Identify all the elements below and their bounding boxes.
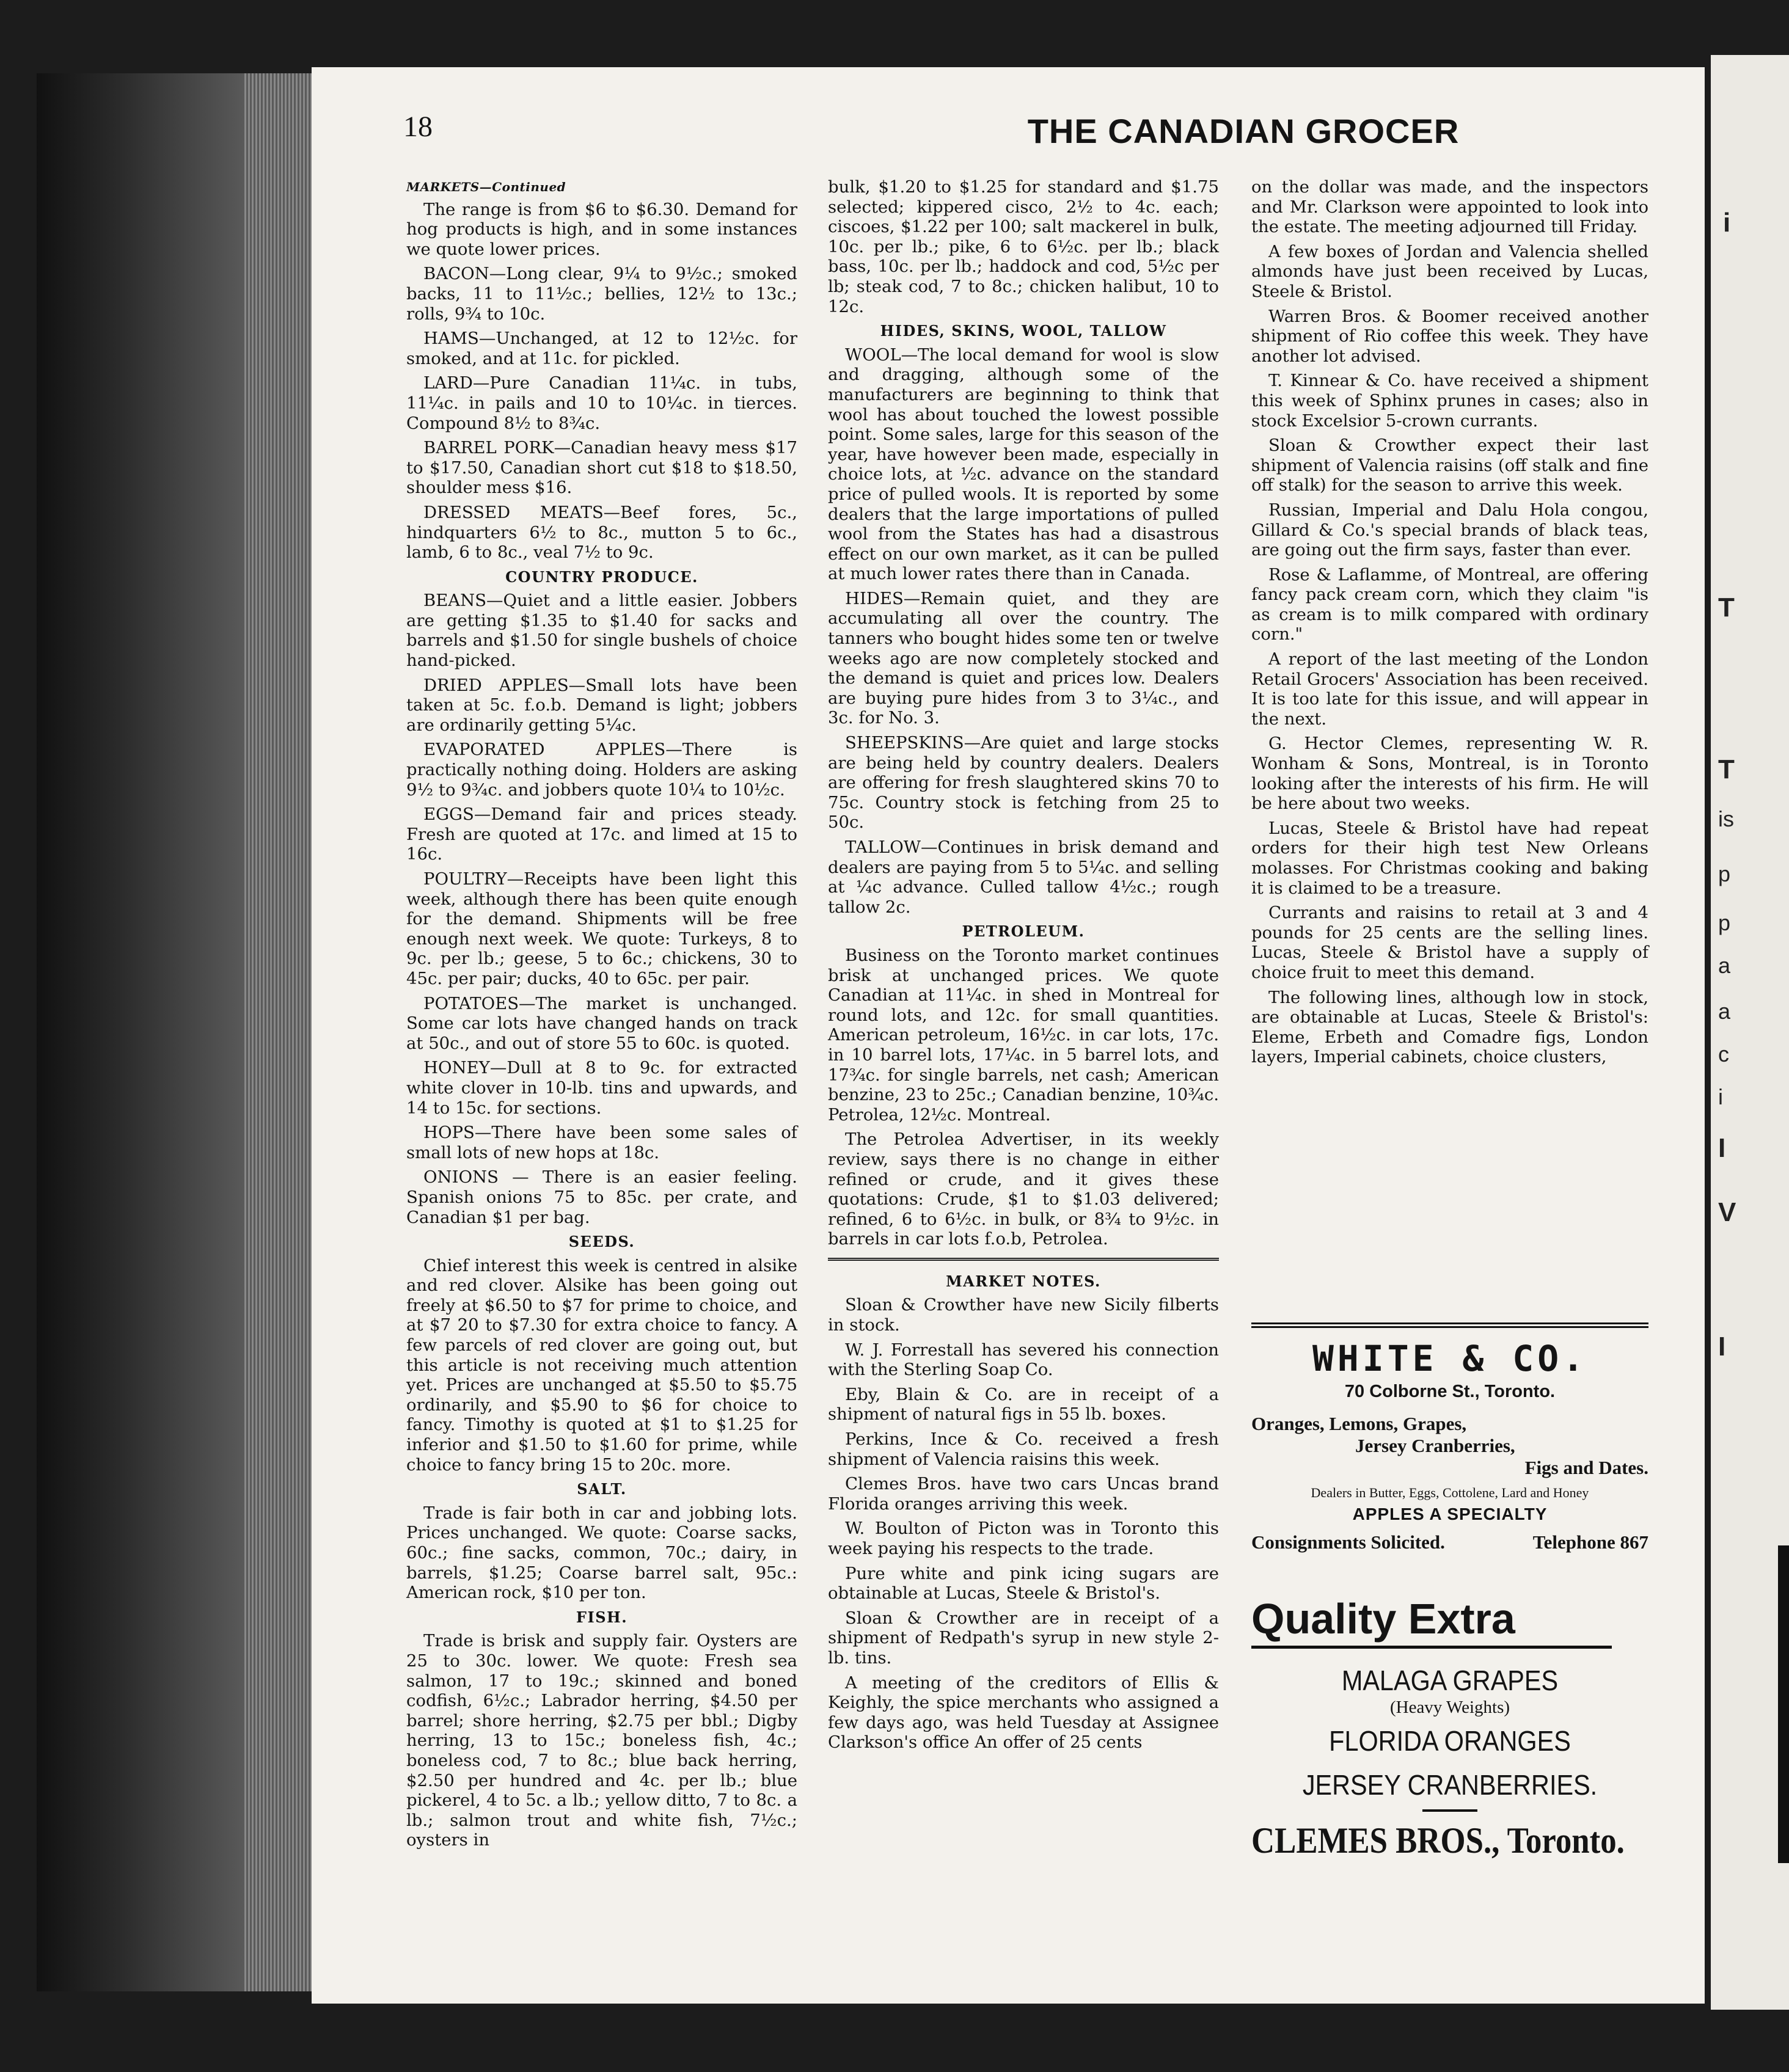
- article-paragraph: ONIONS — There is an easier feeling. Spanish onions 75 to 85c. per crate, and Canadian $1 per bag.: [406, 1167, 797, 1227]
- fragment-text: a: [1718, 999, 1731, 1024]
- market-note: Russian, Imperial and Dalu Hola congou, Gillard & Co.'s special brands of black teas, are going out the firm says, faster than ever.: [1251, 500, 1648, 560]
- section-heading: MARKET NOTES.: [946, 1272, 1101, 1290]
- article-paragraph: WOOL—The local demand for wool is slow and dragging, although some of the manufacturers are beginning to think that wool has about touched the lowest possible point. Some sales, large for this season of the year, have however been made, especially in choice lots, at ½c. advance on the standard price of pulled wools. It is reported by some dealers that the large importations of pulled wool from the States has had a disastrous effect on our own market, as it can be pulled at much lower rates there than in Canada.: [828, 345, 1219, 584]
- facing-page-fragment: [1711, 55, 1789, 2010]
- fragment-text: is: [1718, 806, 1734, 831]
- ad-company-name: WHITE & CO.: [1312, 1338, 1588, 1379]
- ad-product-line: MALAGA GRAPES: [1341, 1665, 1559, 1696]
- white-co-advertisement: [1251, 1322, 1648, 1579]
- article-paragraph: HOPS—There have been some sales of small lots of new hops at 18c.: [406, 1123, 797, 1162]
- facing-page-rule: [1778, 1545, 1789, 1863]
- section-heading: COUNTRY PRODUCE.: [505, 567, 698, 586]
- page-number: 18: [403, 111, 433, 143]
- market-note: Sloan & Crowther expect their last shipment of Valencia raisins (off stalk and fine off stalk) for the season to arrive this week.: [1251, 436, 1648, 495]
- article-paragraph: BEANS—Quiet and a little easier. Jobbers are getting $1.35 to $1.40 for sacks and barrels and $1.50 for single bushels of choice hand-picked.: [406, 591, 797, 671]
- fragment-text: i: [1718, 1084, 1723, 1109]
- journal-title: THE CANADIAN GROCER: [1027, 112, 1460, 150]
- article-paragraph: LARD—Pure Canadian 11¼c. in tubs, 11¼c. in pails and 10 to 10¼c. in tierces. Compound 8½ to 8¾c.: [406, 373, 797, 433]
- article-paragraph: Trade is brisk and supply fair. Oysters are 25 to 30c. lower. We quote: Fresh sea salmon, 17 to 19c.; skinned and boned codfish, 6½c.; Labrador herring, $4.50 per barrel; shore herring, $2.75 per bbl.; Digby herring, 13 to 15c.; boneless fish, 4c.; boneless cod, 7 to 8c.; blue back herring, $2.50 per hundred and 4c. per lb.; blue pickerel, 4 to 5c. a lb.; yellow ditto, 7 to 8c. a lb.; salmon trout and white fish, 7½c.; oysters in: [406, 1631, 797, 1850]
- article-paragraph: DRIED APPLES—Small lots have been taken at 5c. f.o.b. Demand is light; jobbers are ordinarily getting 5¼c.: [406, 675, 797, 735]
- market-note: T. Kinnear & Co. have received a shipment this week of Sphinx prunes in cases; also in stock Excelsior 5-crown currants.: [1251, 371, 1648, 431]
- ad-title-rule: [1251, 1646, 1612, 1649]
- ad-firm-name: CLEMES BROS., Toronto.: [1251, 1820, 1625, 1861]
- fragment-text: V: [1718, 1197, 1736, 1227]
- market-note: W. Boulton of Picton was in Toronto this week paying his respects to the trade.: [828, 1519, 1219, 1558]
- article-paragraph: The range is from $6 to $6.30. Demand for hog products is high, and in some instances we quote lower prices.: [406, 199, 797, 259]
- market-note: Rose & Laflamme, of Montreal, are offering fancy pack cream corn, which they claim "is as cream is to milk compared with ordinary corn.": [1251, 564, 1648, 644]
- fragment-text: p: [1718, 910, 1731, 935]
- column-3: [1251, 177, 1648, 1072]
- article-paragraph: HONEY—Dull at 8 to 9c. for extracted white clover in 10-lb. tins and upwards, and 14 to 15c. for sections.: [406, 1058, 797, 1118]
- market-note: on the dollar was made, and the inspectors and Mr. Clarkson were appointed to look into the estate. The meeting adjourned till Friday.: [1251, 177, 1648, 237]
- fragment-text: p: [1718, 861, 1731, 886]
- ad-product-line: Jersey Cranberries,: [1355, 1435, 1515, 1456]
- article-paragraph: Trade is fair both in car and jobbing lots. Prices unchanged. We quote: Coarse sacks, 60c.; fine sacks, common, 70c.; dairy, in barrels, $1.25; Coarse barrel salt, 95c.: American rock, $10 per ton.: [406, 1503, 797, 1603]
- ad-product-note: (Heavy Weights): [1389, 1698, 1510, 1717]
- ad-telephone: Telephone 867: [1532, 1531, 1648, 1553]
- fragment-text: i: [1723, 208, 1731, 238]
- page-edges: [244, 73, 318, 1991]
- fragment-text: T: [1718, 593, 1735, 622]
- fragment-text: a: [1718, 953, 1731, 978]
- market-note: G. Hector Clemes, representing W. R. Wonham & Sons, Montreal, is in Toronto looking after the interests of his firm. He will be here about two weeks.: [1251, 734, 1648, 814]
- article-paragraph: TALLOW—Continues in brisk demand and dealers are paying from 5 to 5¼c. and selling at ¼c advance. Culled tallow 4½c.; rough tallow 2c.: [828, 837, 1219, 917]
- ad-top-rule: [1251, 1322, 1648, 1328]
- article-paragraph: Chief interest this week is centred in alsike and red clover. Alsike has been going out freely at $6.50 to $7 for prime to choice, and at $7 20 to $7.30 for extra choice to fancy. A few parcels of red clover are going out, but this article is not receiving much attention yet. Prices are unchanged at $5.50 to $5.75 ordinarily, and $5.90 to $6 for choice to fancy. Timothy is quoted at $1 to $1.25 for inferior and $1.50 to $1.60 for prime, while choice to fancy bring 15 to 20c. more.: [406, 1255, 797, 1475]
- article-paragraph: DRESSED MEATS—Beef fores, 5c., hindquarters 6½ to 8c., mutton 5 to 6c., lamb, 6 to 8c., veal 7½ to 9c.: [406, 502, 797, 563]
- section-heading: PETROLEUM.: [962, 922, 1085, 941]
- article-paragraph: BARREL PORK—Canadian heavy mess $17 to $17.50, Canadian short cut $18 to $18.50, shoulder mess $16.: [406, 438, 797, 498]
- market-note: The following lines, although low in stock, are obtainable at Lucas, Steele & Bristol's: Eleme, Erbeth and Comadre figs, London layers, Imperial cabinets, choice clusters,: [1251, 987, 1648, 1067]
- market-note: A meeting of the creditors of Ellis & Keighly, the spice merchants who assigned a few days ago, was held Tuesday at Assignee Clarkson's office An offer of 25 cents: [828, 1673, 1219, 1753]
- section-heading: HIDES, SKINS, WOOL, TALLOW: [880, 322, 1167, 340]
- article-paragraph: EGGS—Demand fair and prices steady. Fresh are quoted at 17c. and limed at 15 to 16c.: [406, 804, 797, 864]
- market-note: Perkins, Ince & Co. received a fresh shipment of Valencia raisins this week.: [828, 1429, 1219, 1469]
- market-note: Currants and raisins to retail at 3 and 4 pounds for 25 cents are the selling lines. Lucas, Steele & Bristol have a supply of choice fruit to meet this demand.: [1251, 903, 1648, 982]
- market-note: W. J. Forrestall has severed his connection with the Sterling Soap Co.: [828, 1340, 1219, 1380]
- continued-label: MARKETS—Continued: [406, 180, 566, 194]
- market-note: A report of the last meeting of the London Retail Grocers' Association has been received. It is too late for this issue, and will appear in the next.: [1251, 649, 1648, 729]
- article-paragraph: EVAPORATED APPLES—There is practically nothing doing. Holders are asking 9½ to 9¾c. and jobbers quote 10¼ to 10½c.: [406, 740, 797, 800]
- column-2: [828, 177, 1219, 1757]
- section-heading: SEEDS.: [568, 1233, 635, 1251]
- article-paragraph: HAMS—Unchanged, at 12 to 12½c. for smoked, and at 11c. for pickled.: [406, 329, 797, 368]
- market-note: A few boxes of Jordan and Valencia shelled almonds have just been received by Lucas, Steele & Bristol.: [1251, 241, 1648, 301]
- market-note: Warren Bros. & Boomer received another shipment of Rio coffee this week. They have another lot advised.: [1251, 306, 1648, 366]
- fragment-text: T: [1718, 754, 1735, 784]
- column-1: [406, 177, 797, 1855]
- section-heading: FISH.: [576, 1608, 628, 1626]
- ad-product-line: Oranges, Lemons, Grapes,: [1251, 1413, 1467, 1434]
- market-note: Sloan & Crowther have new Sicily filberts in stock.: [828, 1295, 1219, 1335]
- page-header: [403, 110, 1460, 159]
- ad-product-line: JERSEY CRANBERRIES.: [1302, 1769, 1598, 1801]
- article-paragraph: The Petrolea Advertiser, in its weekly review, says there is no change in either refined or crude, and it gives these quotations: Crude, $1 to $1.03 delivered; refined, 6 to 6½c. in bulk, or 8¾ to 9½c. in barrels in car lots f.o.b, Petrolea.: [828, 1129, 1219, 1249]
- ad-footer: [1251, 1531, 1648, 1553]
- market-note: Pure white and pink icing sugars are obtainable at Lucas, Steele & Bristol's.: [828, 1563, 1219, 1603]
- section-rule: [828, 1258, 1219, 1261]
- article-paragraph: BACON—Long clear, 9¼ to 9½c.; smoked backs, 11 to 11½c.; bellies, 12½ to 13c.; rolls, 9¾ to 10c.: [406, 264, 797, 324]
- market-note: Lucas, Steele & Bristol have had repeat orders for their high test New Orleans molasses. For Christmas cooking and baking it is claimed to be a treasure.: [1251, 818, 1648, 898]
- fragment-text: c: [1718, 1041, 1729, 1067]
- ad-separator-rule: [1422, 1809, 1477, 1812]
- market-note: Clemes Bros. have two cars Uncas brand Florida oranges arriving this week.: [828, 1474, 1219, 1514]
- article-paragraph: SHEEPSKINS—Are quiet and large stocks are being held by country dealers. Dealers are offering for fresh slaughtered skins 70 to 75c. Country stock is fetching from 25 to 50c.: [828, 733, 1219, 833]
- ad-product-line: FLORIDA ORANGES: [1329, 1725, 1571, 1757]
- fragment-text: I: [1718, 1332, 1726, 1362]
- fragment-text: I: [1718, 1133, 1726, 1163]
- article-paragraph: HIDES—Remain quiet, and they are accumulating all over the country. The tanners who bought hides some ten or twelve weeks ago are now completely stocked and the demand is quiet and prices low. Dealers are buying pure hides from 3 to 3¼c., and 3c. for No. 3.: [828, 588, 1219, 728]
- ad-title: Quality Extra: [1251, 1595, 1515, 1643]
- clemes-bros-advertisement: [1251, 1594, 1648, 1894]
- ad-dealers-line: Dealers in Butter, Eggs, Cottolene, Lard and Honey: [1311, 1485, 1589, 1500]
- ad-specialty: APPLES A SPECIALTY: [1352, 1505, 1548, 1523]
- ad-product-line: Figs and Dates.: [1524, 1457, 1648, 1478]
- article-paragraph: POTATOES—The market is unchanged. Some car lots have changed hands on track at 50c., and out of store 55 to 60c. is quoted.: [406, 993, 797, 1053]
- article-paragraph: bulk, $1.20 to $1.25 for standard and $1.75 selected; kippered cisco, 2½ to 4c. each; ciscoes, $1.22 per 100; salt mackerel in bulk, 10c. per lb.; pike, 6 to 6½c. per lb.; black bass, 10c. per lb.; haddock and cod, 5½c per lb; steak cod, 7 to 8c.; chicken halibut, 10 to 12c.: [828, 177, 1219, 316]
- article-paragraph: Business on the Toronto market continues brisk at unchanged prices. We quote Canadian at 11¼c. in shed in Montreal for round lots, and 12c. for small quantities. American petroleum, 16½c. in car lots, 17c. in 10 barrel lots, 17¼c. in 5 barrel lots, and 17¾c. for single barrels, net cash; American benzine, 23 to 25c.; Canadian benzine, 10¾c. Petrolea, 12½c. Montreal.: [828, 945, 1219, 1125]
- section-heading: SALT.: [577, 1480, 627, 1498]
- ad-address: 70 Colborne St., Toronto.: [1344, 1382, 1556, 1401]
- ad-consignments: Consignments Solicited.: [1251, 1531, 1445, 1553]
- market-note: Sloan & Crowther are in receipt of a shipment of Redpath's syrup in new style 2-lb. tins.: [828, 1608, 1219, 1668]
- article-paragraph: POULTRY—Receipts have been light this week, although there has been quite enough for the demand. Shipments will be free enough next week. We quote: Turkeys, 8 to 9c. per lb.; geese, 5 to 6c.; chickens, 30 to 45c. per pair; ducks, 40 to 65c. per pair.: [406, 869, 797, 988]
- market-note: Eby, Blain & Co. are in receipt of a shipment of natural figs in 55 lb. boxes.: [828, 1384, 1219, 1424]
